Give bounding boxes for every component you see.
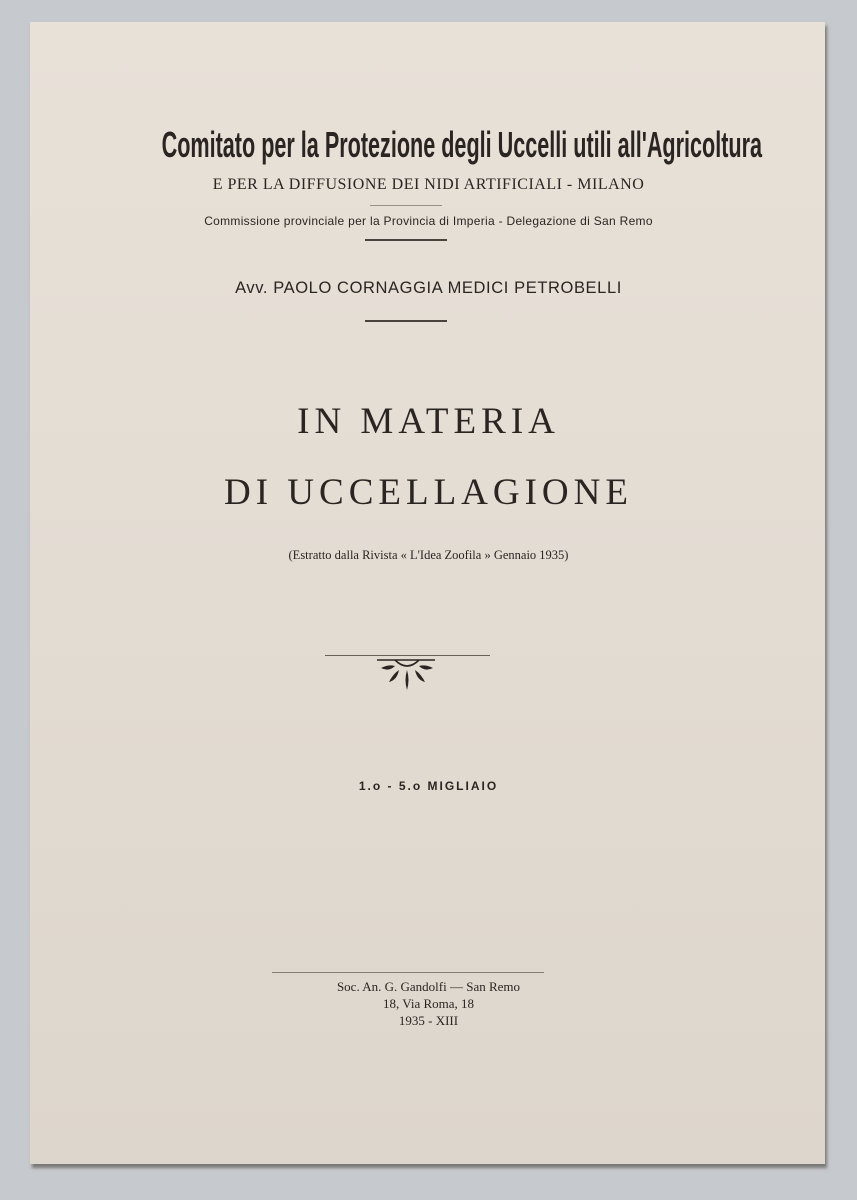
publisher: Soc. An. G. Gandolfi — San Remo bbox=[336, 979, 521, 994]
title-line-1: IN MATERIA bbox=[297, 401, 560, 442]
committee-heading: Comitato per la Protezione degli Uccelli utili all'Agricoltura bbox=[161, 124, 763, 165]
edition-note: 1.o - 5.o MIGLIAIO bbox=[358, 779, 499, 793]
divider bbox=[365, 239, 447, 241]
commission-line: Commissione provinciale per la Provincia di Imperia - Delegazione di San Remo bbox=[204, 214, 653, 228]
divider bbox=[370, 205, 442, 206]
imprint-rule bbox=[272, 972, 544, 973]
committee-subtitle: E PER LA DIFFUSIONE DEI NIDI ARTIFICIALI - MILANO bbox=[212, 176, 645, 193]
extract-note: (Estratto dalla Rivista « L'Idea Zoofila » Gennaio 1935) bbox=[288, 548, 569, 562]
publisher-address: 18, Via Roma, 18 bbox=[382, 996, 475, 1011]
title-line-2: DI UCCELLAGIONE bbox=[224, 472, 633, 513]
author: Avv. PAOLO CORNAGGIA MEDICI PETROBELLI bbox=[235, 279, 622, 297]
fleuron-ornament-icon bbox=[375, 656, 439, 694]
divider bbox=[365, 320, 447, 322]
publication-year: 1935 - XIII bbox=[398, 1013, 459, 1028]
